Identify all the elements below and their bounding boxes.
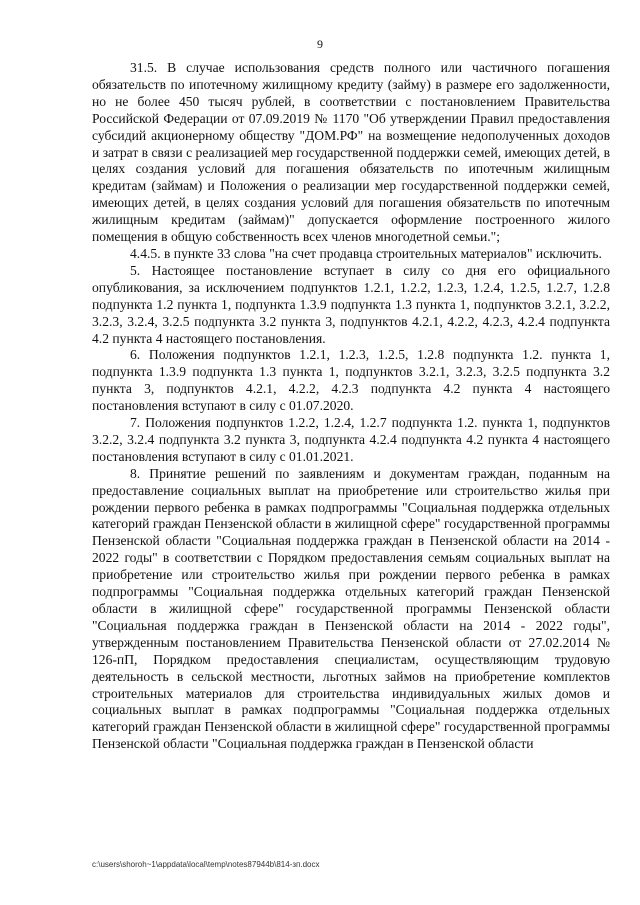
paragraph-7: 7. Положения подпунктов 1.2.2, 1.2.4, 1.2.7 подпункта 1.2. пункта 1, подпунктов 3.2.2, 3.2.4 подпункта 3.2 пункта 3, подпункта 4.2.4 подпункта 4.2 пункта 4 настоящего постановления вступают в силу с 01.01.2021. xyxy=(92,415,610,464)
paragraph-5: 5. Настоящее постановление вступает в силу со дня его официального опубликования, за исключением подпунктов 1.2.1, 1.2.2, 1.2.3, 1.2.4, 1.2.5, 1.2.7, 1.2.8 подпункта 1.2 пункта 1, подпункта 1.3.9 подпункта 1.3 пункта 1, подпунктов 3.2.1, 3.2.2, 3.2.3, 3.2.4, 3.2.5 подпункта 3.2 пункта 3, подпунктов 4.2.1, 4.2.2, 4.2.3, 4.2.4 подпункта 4.2 пункта 4 настоящего постановления. xyxy=(92,262,610,346)
document-body xyxy=(92,60,610,753)
footer-file-path: c:\users\shoroh~1\appdata\local\temp\notes87944b\814-зп.docx xyxy=(92,860,320,869)
paragraph-6: 6. Положения подпунктов 1.2.1, 1.2.3, 1.2.5, 1.2.8 подпункта 1.2. пункта 1, подпункта 1.3.9 подпункта 1.3 пункта 1, подпунктов 3.2.1, 3.2.3, 3.2.5 подпункта 3.2 пункта 3, подпунктов 4.2.1, 4.2.2, 4.2.3 подпункта 4.2 пункта 4 настоящего постановления вступают в силу с 01.07.2020. xyxy=(92,347,610,414)
paragraph-31-5: 31.5. В случае использования средств полного или частичного погашения обязательств по ипотечному жилищному кредиту (займу) в размере его задолженности, но не более 450 тысяч рублей, в соответствии с постановлением Правительства Российской Федерации от 07.09.2019 № 1170 "Об утверждении Правил предоставления субсидий акционерному обществу "ДОМ.РФ" на возмещение недополученных доходов и затрат в связи с реализацией мер государственной поддержки семей, имеющих детей, в целях создания условий для погашения обязательств по ипотечным жилищным кредитам (займам) и Положения о реализации мер государственной поддержки семей, имеющих детей, в целях создания условий для погашения обязательств по ипотечным жилищным кредитам (займам)" допускается оформление построенного жилого помещения в общую собственность всех членов многодетной семьи."; xyxy=(92,60,610,245)
page-number: 9 xyxy=(317,37,323,51)
paragraph-8: 8. Принятие решений по заявлениям и документам граждан, поданным на предоставление социальных выплат на приобретение или строительство жилья при рождении первого ребенка в рамках подпрограммы "Социальная поддержка отдельных категорий граждан Пензенской области в жилищной сфере" государственной программы Пензенской области "Социальная поддержка граждан в Пензенской области на 2014 - 2022 годы" в соответствии с Порядком предоставления семьям социальных выплат на приобретение или строительство жилья при рождении первого ребенка в рамках подпрограммы "Социальная поддержка отдельных категорий граждан Пензенской области в жилищной сфере" государственной программы Пензенской области "Социальная поддержка граждан в Пензенской области на 2014 - 2022 годы", утвержденным постановлением Правительства Пензенской области от 27.02.2014 № 126-пП, Порядком предоставления специалистам, осуществляющим трудовую деятельность в сельской местности, льготных займов на приобретение комплектов строительных материалов для строительства индивидуальных жилых домов и социальных выплат в рамках подпрограммы "Социальная поддержка отдельных категорий граждан Пензенской области в жилищной сфере" государственной программы Пензенской области "Социальная поддержка граждан в Пензенской области xyxy=(92,465,610,752)
paragraph-4-4-5: 4.4.5. в пункте 33 слова "на счет продавца строительных материалов" исключить. xyxy=(130,245,602,261)
